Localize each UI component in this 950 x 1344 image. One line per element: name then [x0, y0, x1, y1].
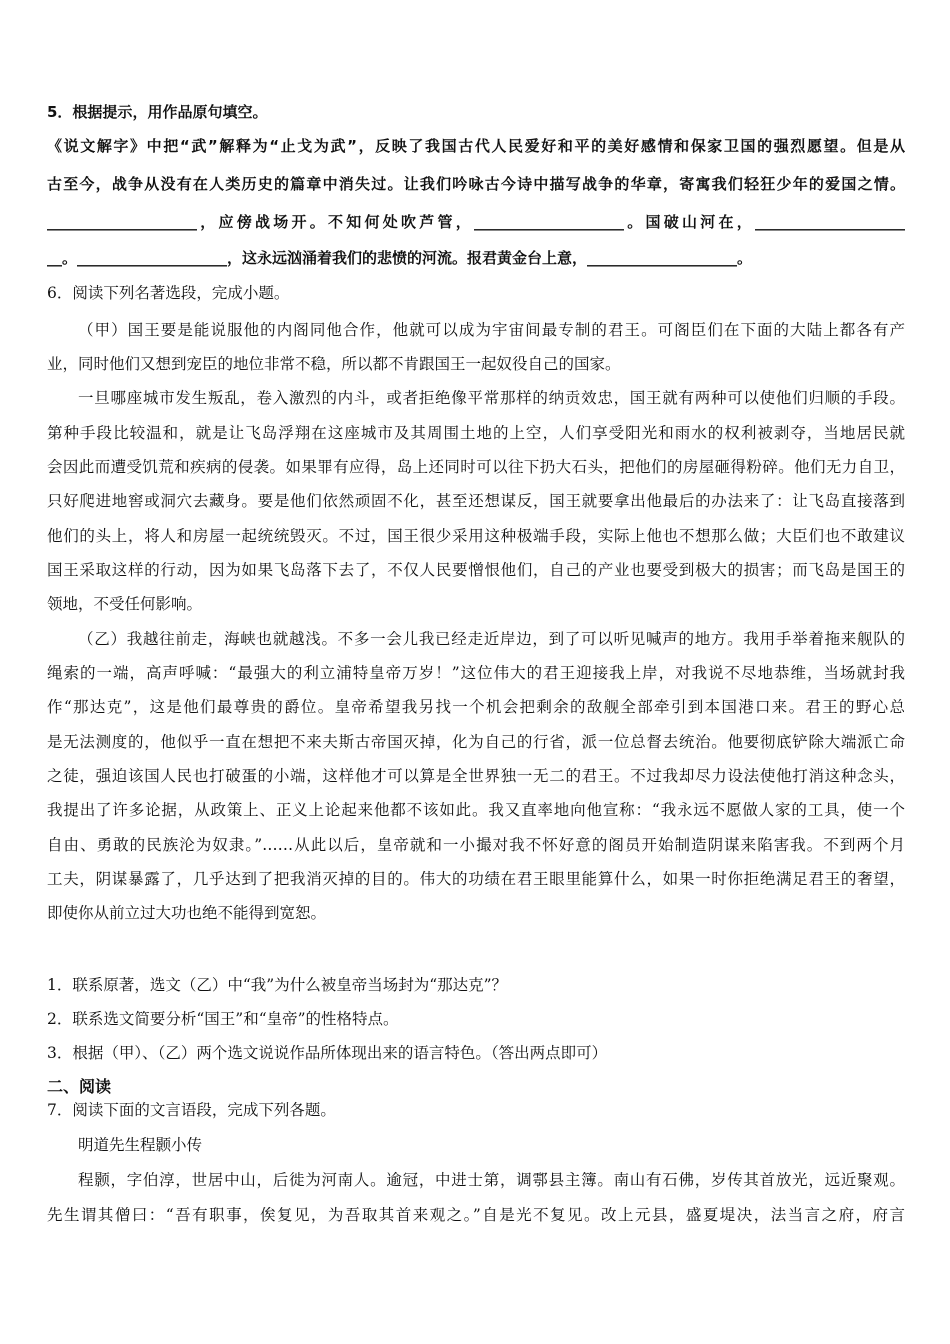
passage-yi-line: 作“那达克”，这是他们最尊贵的爵位。皇帝希望我另找一个机会把剩余的敌舰全部牵引到本国港口来。君王的野心总 [47, 698, 905, 716]
question-5-line: 古至今，战争从没有在人类历史的篇章中消失过。让我们吟咏古今诗中描写战争的华章，寄寓我们轻狂少年的爱国之情。 [47, 175, 905, 193]
question-5-line: 《说文解字》中把“武”解释为“止戈为武”，反映了我国古代人民爱好和平的美好感情和保家卫国的强烈愿望。但是从 [47, 137, 905, 155]
classical-passage-line: 先生谓其僧曰：“吾有职事，俟复见，为吾取其首来观之。”自是光不复见。改上元县，盛夏堤决，法当言之府，府言 [47, 1206, 905, 1224]
passage-yi-line: （乙）我越往前走，海峡也就越浅。不多一会儿我已经走近岸边，到了可以听见喊声的地方。我用手举着拖来舰队的 [78, 630, 905, 648]
question-7-title: 7．阅读下面的文言语段，完成下列各题。 [47, 1101, 336, 1119]
passage-jia-line: 领地，不受任何影响。 [47, 595, 203, 613]
passage-title: 明道先生程颢小传 [78, 1136, 203, 1154]
classical-passage-line: 程颢，字伯淳，世居中山，后徙为河南人。逾冠，中进士第，调鄠县主簿。南山有石佛，岁传其首放光，远近聚观。 [78, 1171, 905, 1189]
passage-yi-line: 自由、勇敢的民族沦为奴隶。”……从此以后，皇帝就和一小撮对我不怀好意的阁员开始制造阴谋来陷害我。不到两个月 [47, 836, 905, 854]
sub-question: 3．根据（甲）、（乙）两个选文说说作品所体现出来的语言特色。（答出两点即可） [47, 1044, 608, 1062]
passage-jia-line: 他们的头上，将人和房屋一起统统毁灭。不过，国王很少采用这种极端手段，实际上他也不想那么做；大臣们也不敢建议 [47, 527, 905, 545]
question-5-blank-line: ____________________，应傍战场开。不知何处吹芦管，____________________。国破山河在，____________________ [47, 213, 905, 231]
passage-jia-line: （甲）国王要是能说服他的内阁同他合作，他就可以成为宇宙间最专制的君王。可阁臣们在下面的大陆上都各有产 [78, 321, 905, 339]
passage-jia-line: 业，同时他们又想到宠臣的地位非常不稳，所以都不肯跟国王一起奴役自己的国家。 [47, 355, 621, 373]
passage-jia-line: 会因此而遭受饥荒和疾病的侵袭。如果罪有应得，岛上还同时可以往下扔大石头，把他们的房屋砸得粉碎。他们无力自卫， [47, 458, 905, 476]
passage-jia-line: 国王采取这样的行动，因为如果飞岛落下去了，不仅人民要憎恨他们，自己的产业也要受到极大的损害；而飞岛是国王的 [47, 561, 905, 579]
passage-yi-line: 工夫，阴谋暴露了，几乎达到了把我消灭掉的目的。伟大的功绩在君王眼里能算什么，如果一时你拒绝满足君王的奢望， [47, 870, 905, 888]
question-5-blank-line: __。____________________，这永远汹涌着我们的悲愤的河流。报君黄金台上意，____________________。 [47, 249, 753, 267]
question-6-title: 6．阅读下列名著选段，完成小题。 [47, 284, 290, 302]
question-5-title: 5．根据提示，用作品原句填空。 [47, 103, 268, 121]
section-heading: 二、阅读 [47, 1077, 112, 1096]
passage-yi-line: 绳索的一端，高声呼喊：“最强大的利立浦特皇帝万岁！”这位伟大的君王迎接我上岸，对我说不尽地恭维，当场就封我 [47, 664, 905, 682]
passage-yi-line: 我提出了许多论据，从政策上、正义上论起来他都不该如此。我又直率地向他宣称：“我永远不愿做人家的工具，使一个 [47, 801, 905, 819]
sub-question: 2．联系选文简要分析“国王”和“皇帝”的性格特点。 [47, 1010, 399, 1028]
sub-question: 1．联系原著，选文（乙）中“我”为什么被皇帝当场封为“那达克”？ [47, 976, 508, 994]
passage-jia-line: 第种手段比较温和，就是让飞岛浮翔在这座城市及其周围土地的上空，人们享受阳光和雨水的权利被剥夺，当地居民就 [47, 424, 905, 442]
passage-jia-line: 一旦哪座城市发生叛乱，卷入激烈的内斗，或者拒绝像平常那样的纳贡效忠，国王就有两种可以使他们归顺的手段。 [78, 389, 905, 407]
passage-yi-line: 即使你从前立过大功也绝不能得到宽恕。 [47, 904, 327, 922]
passage-yi-line: 之徒，强迫该国人民也打破蛋的小端，这样他才可以算是全世界独一无二的君王。不过我却尽力设法使他打消这种念头， [47, 767, 905, 785]
passage-jia-line: 只好爬进地窖或洞穴去藏身。要是他们依然顽固不化，甚至还想谋反，国王就要拿出他最后的办法来了：让飞岛直接落到 [47, 492, 905, 510]
passage-yi-line: 是无法测度的，他似乎一直在想把不来夫斯古帝国灭掉，化为自己的行省，派一位总督去统治。他要彻底铲除大端派亡命 [47, 733, 905, 751]
